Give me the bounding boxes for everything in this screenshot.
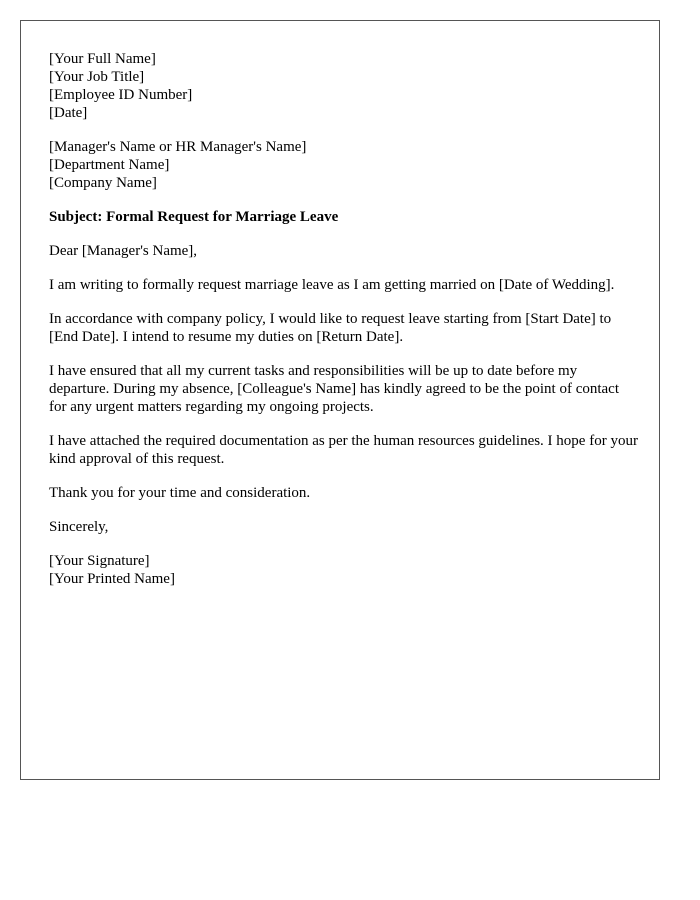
sender-employee-id: [Employee ID Number] — [49, 87, 193, 103]
body-paragraph-3: I have ensured that all my current tasks and responsibilities will be up to date before my departure. During my absence, [Colleague's Name] has kindly agreed to be the point of contact for any urgent matters regarding my ongoing projects. — [49, 363, 620, 415]
body-paragraph-4: I have attached the required documentation as per the human resources guidelines. I hope for your kind approval of this request. — [49, 433, 638, 467]
printed-name: [Your Printed Name] — [49, 571, 175, 587]
salutation: Dear [Manager's Name], — [49, 243, 198, 259]
signature-block — [49, 552, 639, 588]
body-paragraph-5: Thank you for your time and consideration. — [49, 485, 311, 501]
body-paragraph-2: In accordance with company policy, I would like to request leave starting from [Start Date] to [End Date]. I intend to resume my duties on [Return Date]. — [49, 311, 612, 345]
recipient-company: [Company Name] — [49, 175, 157, 191]
letter-page — [20, 20, 660, 780]
recipient-department: [Department Name] — [49, 157, 170, 173]
sender-full-name: [Your Full Name] — [49, 51, 156, 67]
sender-block — [49, 50, 639, 122]
closing: Sincerely, — [49, 519, 109, 535]
sender-date: [Date] — [49, 105, 88, 121]
signature-placeholder: [Your Signature] — [49, 553, 150, 569]
sender-job-title: [Your Job Title] — [49, 69, 145, 85]
body-paragraph-1: I am writing to formally request marriage leave as I am getting married on [Date of Wedding]. — [49, 277, 615, 293]
subject-line: Subject: Formal Request for Marriage Leave — [49, 209, 339, 225]
recipient-block — [49, 138, 639, 192]
letter-content — [49, 50, 639, 604]
recipient-name: [Manager's Name or HR Manager's Name] — [49, 139, 307, 155]
